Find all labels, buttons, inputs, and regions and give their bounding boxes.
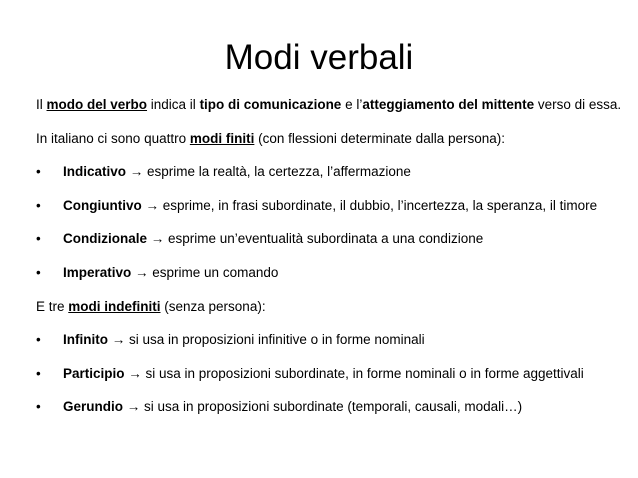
term-modo-del-verbo: modo del verbo	[46, 97, 148, 112]
list-item-congiuntivo	[36, 197, 626, 215]
desc-imperativo: → esprime un comando	[131, 264, 279, 280]
intro-text-2: indica il	[147, 97, 200, 112]
list-item-gerundio	[36, 398, 626, 416]
bullet-marker: •	[36, 197, 41, 213]
desc-condizionale: → esprime un’eventualità subordinata a una condizione	[147, 231, 484, 247]
term-imperativo: Imperativo	[63, 264, 132, 280]
term-congiuntivo: Congiuntivo	[63, 197, 142, 213]
intro-text-1: Il	[36, 97, 47, 112]
term-participio: Participio	[63, 365, 125, 381]
term-tipo-di-comunicazione: tipo di comunicazione	[199, 97, 342, 112]
bullet-marker: •	[36, 231, 41, 247]
desc-indicativo: → esprime la realtà, la certezza, l’affermazione	[126, 164, 411, 180]
slide-title: Modi verbali	[224, 38, 414, 77]
term-atteggiamento-del-mittente: atteggiamento del mittente	[362, 97, 535, 112]
indefiniti-intro-text-1: E tre	[36, 298, 69, 314]
intro-text-4: verso di essa.	[534, 97, 622, 112]
finiti-intro-text-1: In italiano ci sono quattro	[36, 130, 190, 146]
desc-participio: → si usa in proposizioni subordinate, in forme nominali o in forme aggettivali	[124, 365, 584, 381]
finiti-intro-text-2: (con flessioni determinate dalla persona):	[254, 130, 505, 146]
desc-congiuntivo: → esprime, in frasi subordinate, il dubbio, l’incertezza, la speranza, il timore	[141, 197, 598, 213]
term-indicativo: Indicativo	[63, 164, 127, 180]
term-infinito: Infinito	[63, 332, 108, 348]
list-item-condizionale	[36, 230, 626, 248]
bullet-marker: •	[36, 332, 41, 348]
indefiniti-intro-line	[36, 298, 626, 316]
list-item-infinito	[36, 331, 626, 349]
intro-line	[36, 96, 626, 114]
desc-infinito: → si usa in proposizioni infinitive o in forme nominali	[107, 332, 425, 348]
intro-text-3: e l’	[341, 97, 363, 112]
list-item-indicativo	[36, 163, 626, 181]
list-item-imperativo	[36, 264, 626, 282]
term-condizionale: Condizionale	[63, 231, 147, 247]
bullet-marker: •	[36, 399, 41, 415]
term-modi-finiti: modi finiti	[189, 130, 255, 146]
indefiniti-intro-text-2: (senza persona):	[160, 298, 266, 314]
desc-gerundio: → si usa in proposizioni subordinate (temporali, causali, modali…)	[123, 399, 523, 415]
term-modi-indefiniti: modi indefiniti	[68, 298, 161, 314]
bullet-marker: •	[36, 365, 41, 381]
term-gerundio: Gerundio	[63, 399, 123, 415]
slide-content	[36, 96, 626, 416]
bullet-marker: •	[36, 264, 41, 280]
bullet-marker: •	[36, 164, 41, 180]
list-item-participio	[36, 365, 626, 383]
finiti-intro-line	[36, 130, 626, 148]
